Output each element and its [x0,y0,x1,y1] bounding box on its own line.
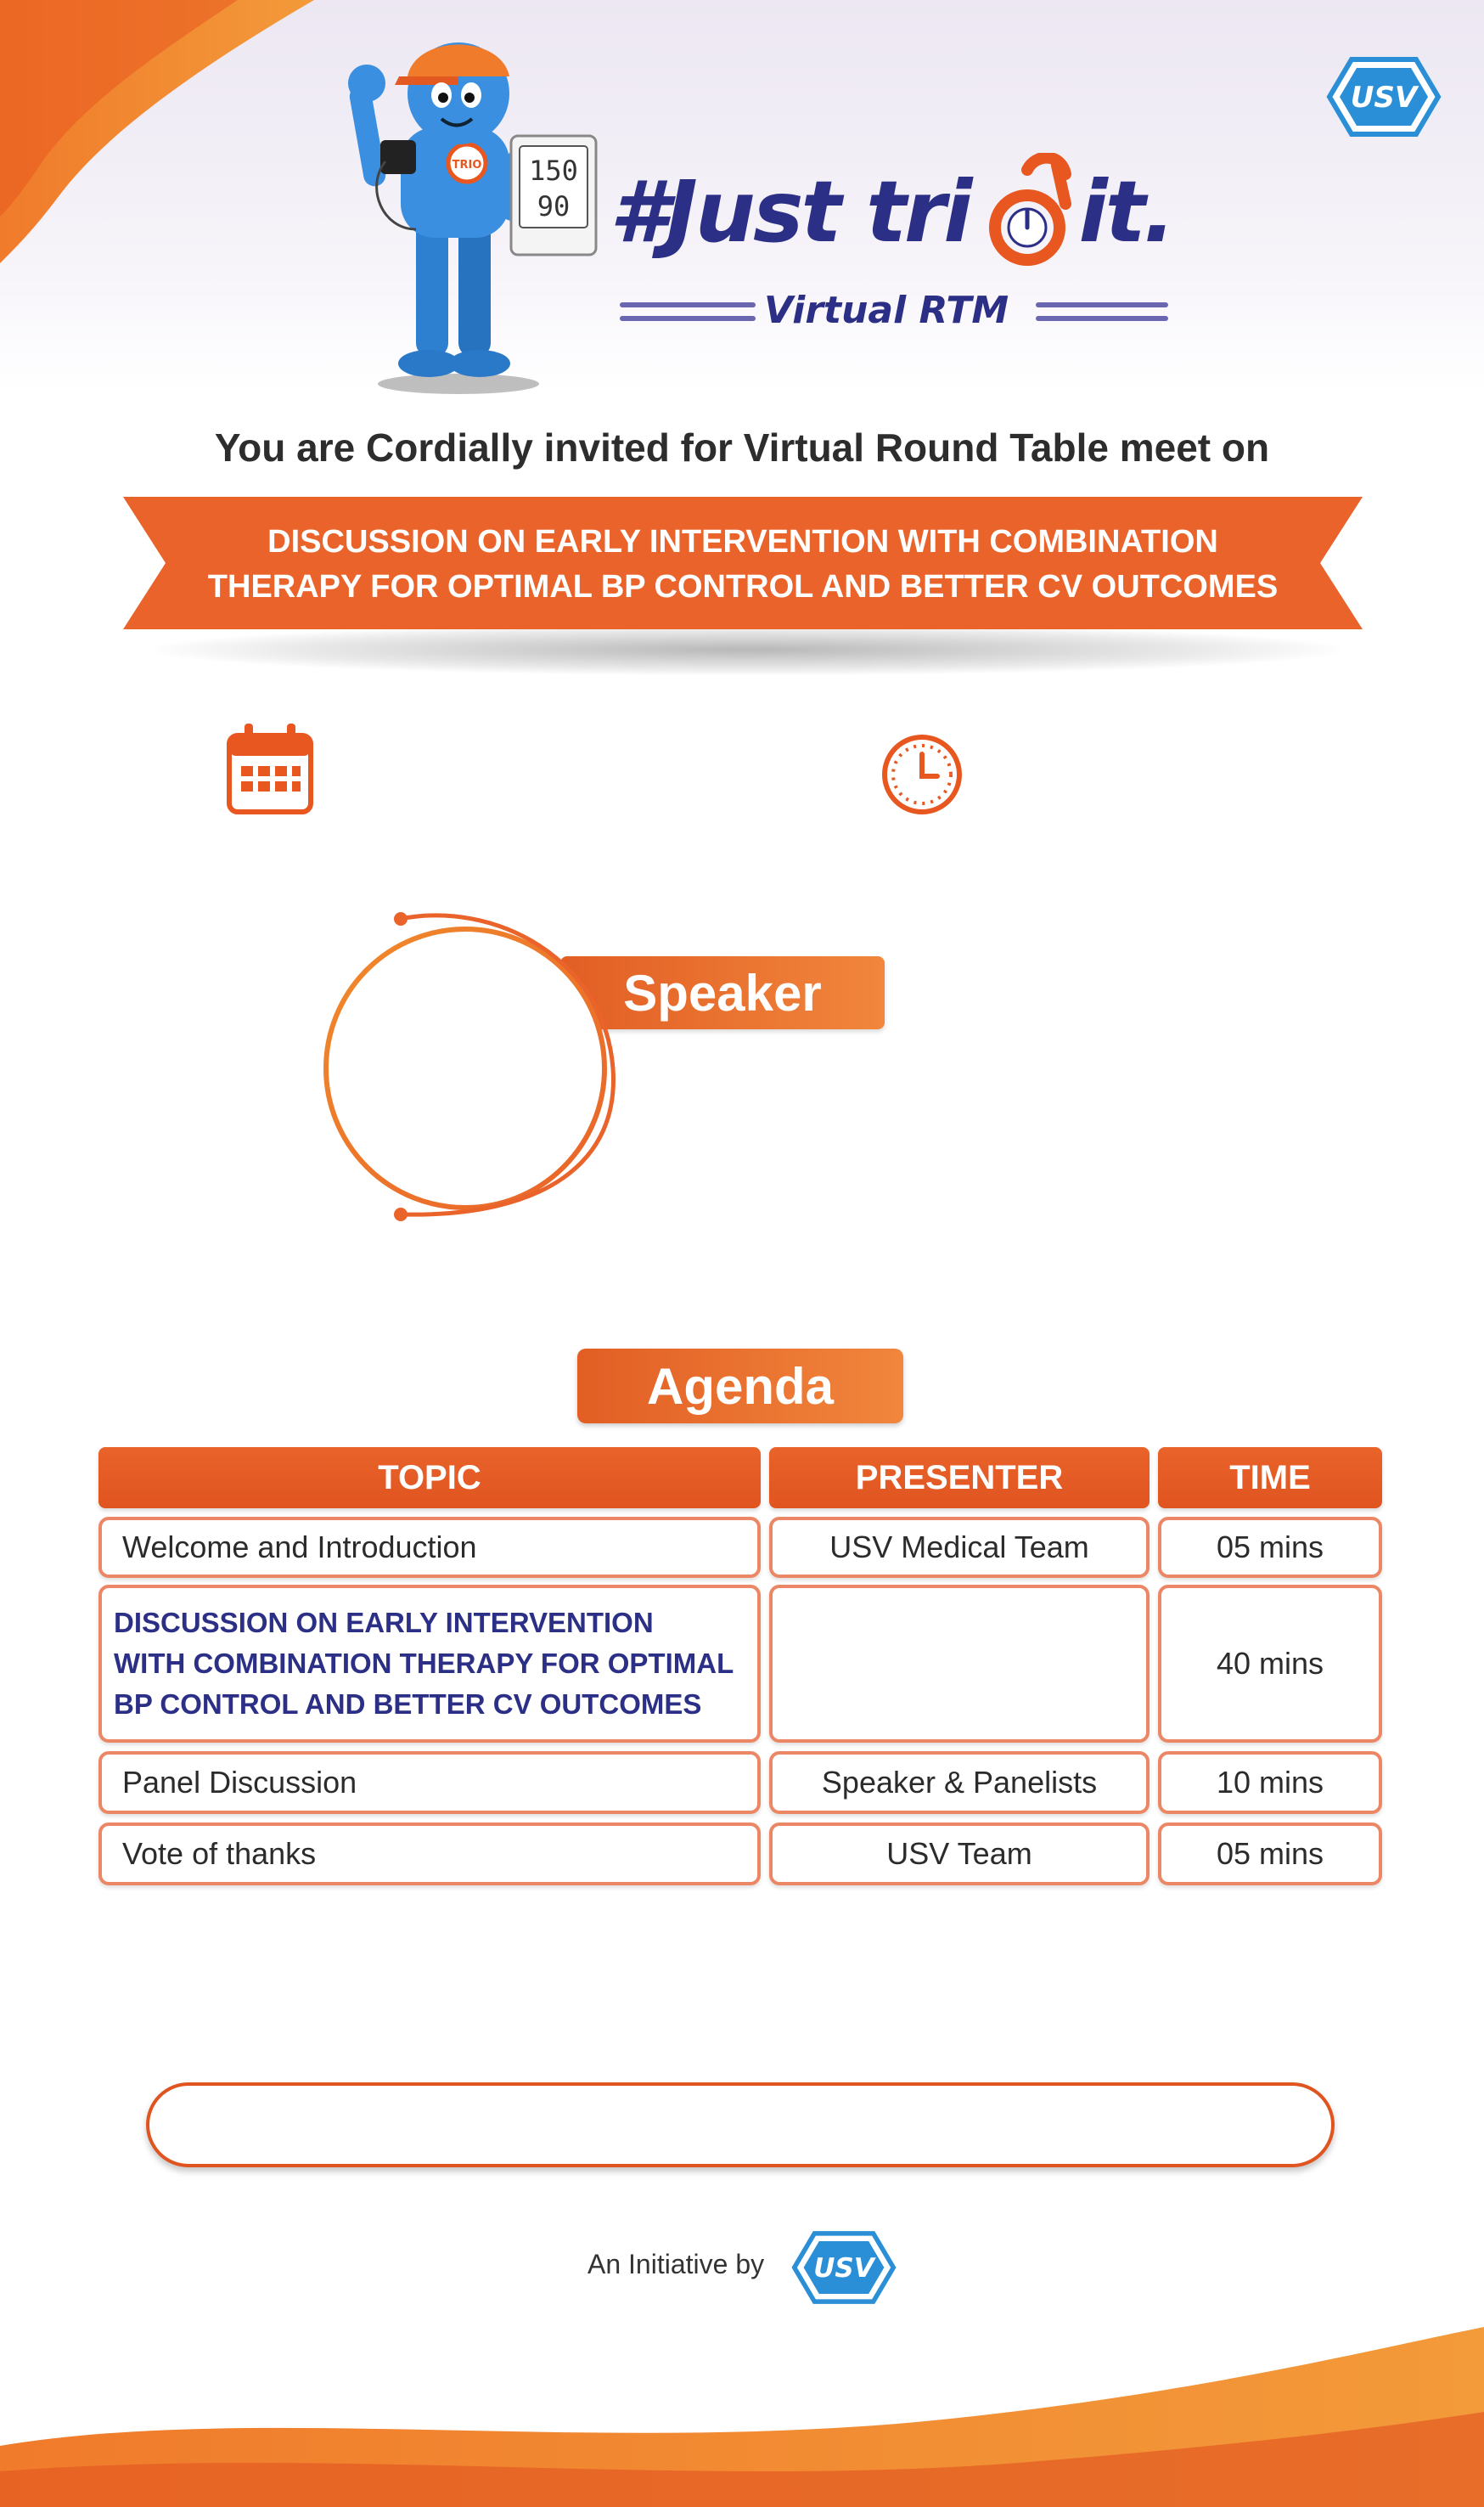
registration-link-box[interactable] [146,2082,1335,2167]
subtitle-line-left [620,302,756,307]
subtitle-line-right-a [1036,302,1168,307]
agenda-title: Agenda [577,1349,903,1423]
footer-logo-text: USV [813,2252,874,2284]
invite-text: You are Cordially invited for Virtual Round Table meet on [214,425,1270,470]
mascot-badge: TRIO [452,159,482,172]
agenda-row-2-presenter [769,1585,1150,1743]
banner-line-2: THERAPY FOR OPTIMAL BP CONTROL AND BETTER CV OUTCOMES [207,569,1279,605]
agenda-header-time: TIME [1158,1447,1382,1508]
monitor-systolic: 150 [529,155,578,187]
agenda-row-1-topic: Welcome and Introduction [98,1517,761,1578]
campaign-hashtag [610,162,1173,262]
initiative-text: An Initiative by [587,2249,765,2279]
agenda-row-2-topic: DISCUSSION ON EARLY INTERVENTION WITH COMBINATION THERAPY FOR OPTIMAL BP CONTROL AND BETTER CV OUTCOMES [98,1585,761,1743]
agenda-row-4-time: 05 mins [1158,1823,1382,1885]
agenda-row-3-presenter: Speaker & Panelists [769,1751,1150,1814]
agenda-row-3-topic: Panel Discussion [98,1751,761,1814]
speaker-label: Speaker [560,956,885,1029]
agenda-row-1-presenter: USV Medical Team [769,1517,1150,1578]
mascot-illustration [331,34,620,399]
footer-usv-logo [791,2230,897,2305]
banner-shadow [153,624,1341,675]
calendar-icon [226,722,314,817]
agenda-row-1-time: 05 mins [1158,1517,1382,1578]
agenda-row-2-time: 40 mins [1158,1585,1382,1743]
agenda-header-presenter: PRESENTER [769,1447,1150,1508]
ok-gauge-icon [976,153,1087,272]
usv-logo-text: USV [1350,81,1418,115]
subtitle-line-right [620,316,756,321]
clock-icon [880,732,964,817]
hashtag-part2: it. [1078,162,1173,262]
banner-line-1: DISCUSSION ON EARLY INTERVENTION WITH COMBINATION [267,524,1218,560]
subtitle-line-right-b [1036,316,1168,321]
agenda-header-topic: TOPIC [98,1447,761,1508]
usv-logo [1326,56,1442,138]
agenda-row-4-topic: Vote of thanks [98,1823,761,1885]
agenda-row-4-presenter: USV Team [769,1823,1150,1885]
monitor-diastolic: 90 [537,190,571,223]
speaker-photo-frame [316,907,630,1230]
subtitle: Virtual RTM [764,289,1009,332]
agenda-row-3-time: 10 mins [1158,1751,1382,1814]
hashtag-part1: #Just tri [610,162,970,262]
